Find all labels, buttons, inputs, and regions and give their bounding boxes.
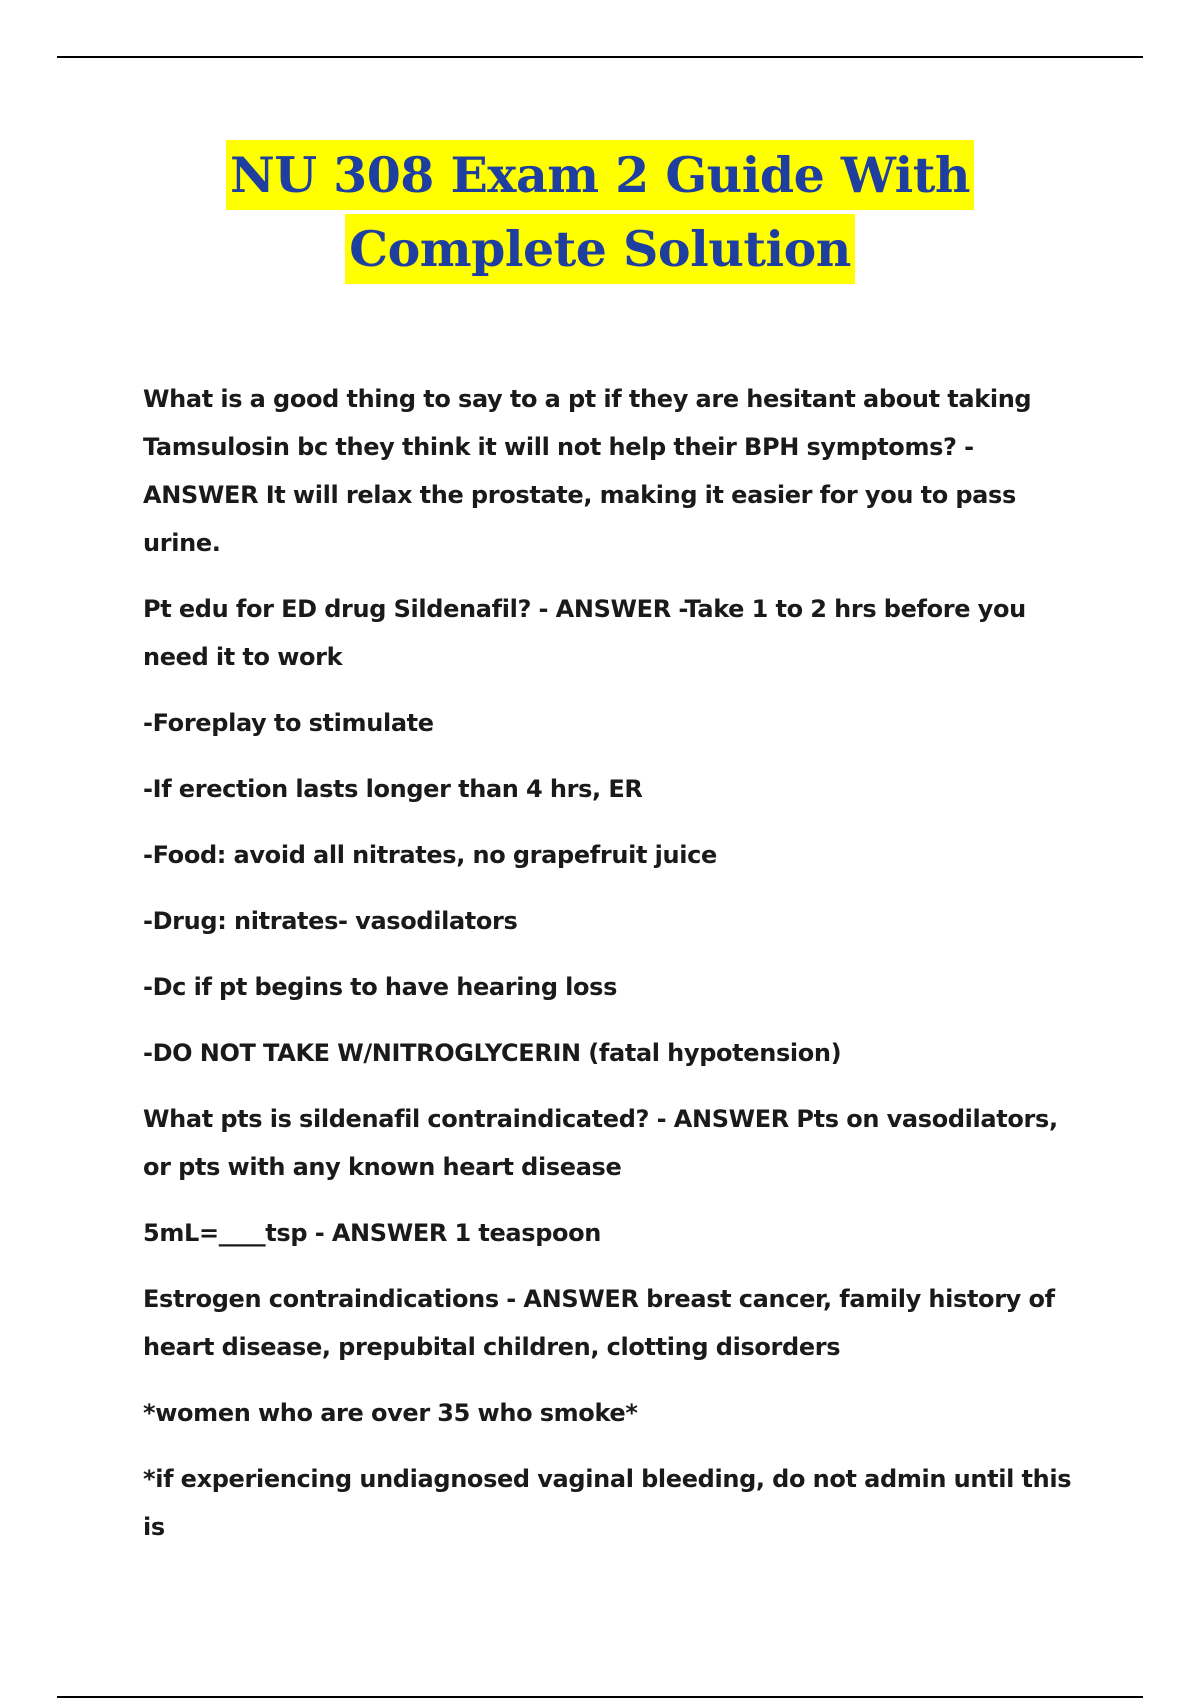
qa-sildenafil-contraindication: What pts is sildenafil contraindicated? - ANSWER Pts on vasodilators, or pts with any known heart disease — [143, 1105, 1058, 1181]
qa-tamsulosin: What is a good thing to say to a pt if they are hesitant about taking Tamsulosin bc they think it will not help their BPH symptoms? - ANSWER It will relax the prostate, making it easier for you to pass urine. — [143, 385, 1032, 557]
list-item: *women who are over 35 who smoke* — [143, 1399, 638, 1427]
top-rule — [57, 56, 1143, 58]
title-line-2: Complete Solution — [345, 214, 855, 284]
list-item: -Drug: nitrates- vasodilators — [143, 907, 518, 935]
list-item: -Foreplay to stimulate — [143, 709, 434, 737]
qa-sildenafil-edu: Pt edu for ED drug Sildenafil? - ANSWER -Take 1 to 2 hrs before you need it to work — [143, 595, 1026, 671]
qa-estrogen-contraindications: Estrogen contraindications - ANSWER breast cancer, family history of heart disease, prepubital children, clotting disorders — [143, 1285, 1055, 1361]
list-item: -Food: avoid all nitrates, no grapefruit juice — [143, 841, 717, 869]
document-title — [0, 140, 1200, 288]
list-item: *if experiencing undiagnosed vaginal bleeding, do not admin until this is — [143, 1465, 1072, 1541]
title-line-1: NU 308 Exam 2 Guide With — [226, 140, 974, 210]
qa-ml-to-tsp: 5mL=____tsp - ANSWER 1 teaspoon — [143, 1219, 602, 1247]
bottom-rule — [57, 1696, 1143, 1698]
document-body — [143, 375, 1083, 1569]
list-item: -DO NOT TAKE W/NITROGLYCERIN (fatal hypotension) — [143, 1039, 842, 1067]
list-item: -If erection lasts longer than 4 hrs, ER — [143, 775, 643, 803]
list-item: -Dc if pt begins to have hearing loss — [143, 973, 618, 1001]
